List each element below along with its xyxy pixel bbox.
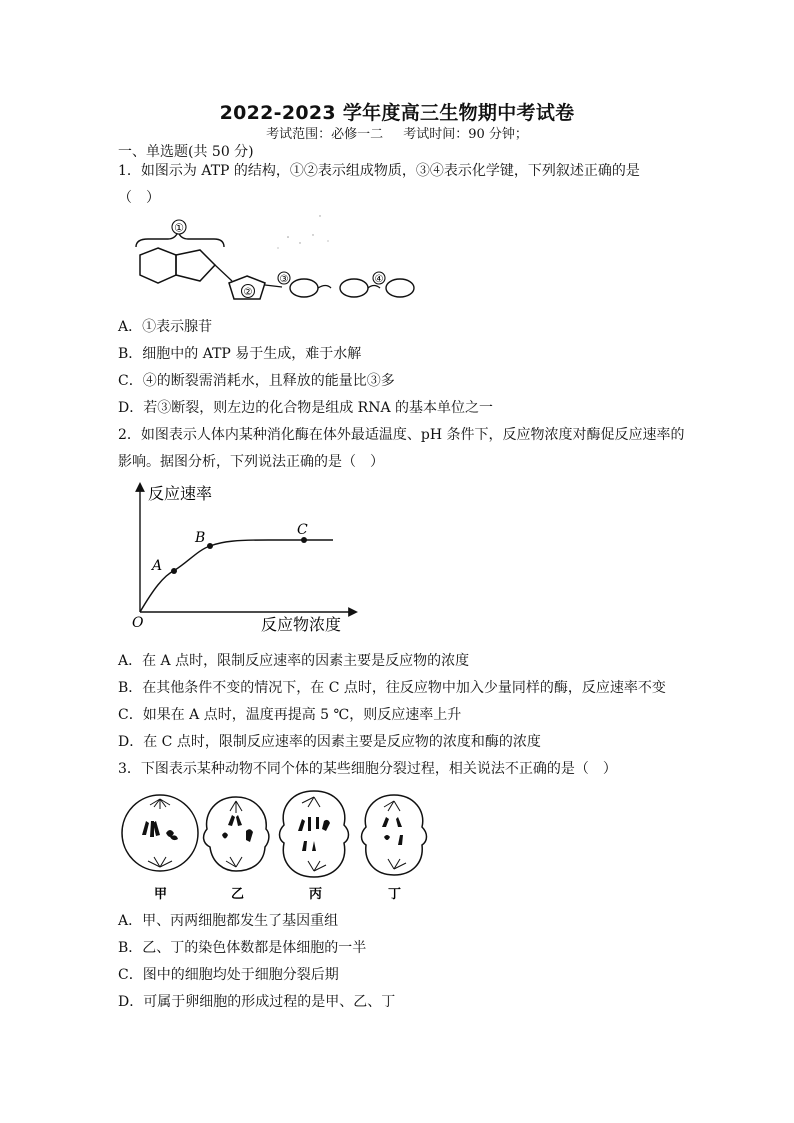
- reaction-rate-chart: [128, 478, 368, 638]
- q1-stem: 1．如图示为 ATP 的结构，①②表示组成物质，③④表示化学键，下列叙述正确的是: [118, 163, 640, 179]
- cell-label-bing: 丙: [309, 887, 323, 902]
- phosphate-1: [290, 279, 318, 297]
- cell-label-jia: 甲: [154, 887, 168, 902]
- scan-noise: [277, 215, 328, 248]
- q2-stem-line1: 2．如图表示人体内某种消化酶在体外最适温度、pH 条件下，反应物浓度对酶促反应速率的: [118, 427, 685, 443]
- high-energy-bond-1: [318, 286, 331, 289]
- cell-label-ding: 丁: [388, 887, 402, 902]
- q3-stem: 3．下图表示某种动物不同个体的某些细胞分裂过程，相关说法不正确的是（ ）: [118, 761, 617, 777]
- q2-option-d: D．在 C 点时，限制反应速率的因素主要是反应物的浓度和酶的浓度: [118, 734, 541, 750]
- q3-option-b: B．乙、丁的染色体数都是体细胞的一半: [118, 940, 367, 956]
- purine-pentagon: [176, 250, 215, 281]
- q3-option-a: A．甲、丙两细胞都发生了基因重组: [118, 913, 339, 929]
- label-2: ②: [243, 287, 253, 298]
- q2-stem-line2: 影响。据图分析，下列说法正确的是（ ）: [118, 454, 384, 470]
- purine-hexagon: [140, 248, 176, 283]
- cell-jia: [122, 795, 198, 871]
- high-energy-bond-2: [368, 286, 380, 289]
- point-a: [171, 568, 177, 574]
- cell-ding: [362, 795, 427, 875]
- glycosidic-bond: [215, 265, 232, 281]
- exam-subtitle: [0, 123, 794, 142]
- q2-option-b: B．在其他条件不变的情况下，在 C 点时，往反应物中加入少量同样的酶，反应速率不变: [118, 680, 666, 696]
- section-heading: 一、单选题(共 50 分): [118, 144, 254, 160]
- cell-yi: [204, 797, 269, 871]
- cell-division-figure: [118, 785, 448, 905]
- phosphate-3: [386, 279, 414, 297]
- origin-label: O: [132, 615, 144, 631]
- exam-scope: 考试范围：必修一二: [266, 127, 384, 142]
- phosphate-2: [340, 279, 368, 297]
- point-b-label: B: [195, 530, 206, 546]
- y-axis-label: 反应速率: [148, 484, 213, 503]
- spindle-top-jia: [150, 799, 170, 809]
- q3-option-c: C．图中的细胞均处于细胞分裂后期: [118, 967, 339, 983]
- q1-option-a: A．①表示腺苷: [118, 319, 213, 335]
- cell-bing: [280, 791, 349, 877]
- spindle-bottom-jia: [148, 857, 172, 867]
- chromosomes-jia: [142, 821, 178, 840]
- cell-label-yi: 乙: [231, 887, 245, 902]
- q2-option-a: A．在 A 点时，限制反应速率的因素主要是反应物的浓度: [118, 653, 470, 669]
- saturation-curve: [140, 540, 333, 612]
- point-c-label: C: [297, 522, 308, 538]
- q1-option-c: C．④的断裂需消耗水，且释放的能量比③多: [118, 373, 395, 389]
- label-1: ①: [174, 221, 184, 235]
- atp-structure-figure: [128, 213, 428, 313]
- q1-paren: （ ）: [118, 190, 160, 206]
- q3-option-d: D．可属于卵细胞的形成过程的是甲、乙、丁: [118, 994, 396, 1010]
- label-4: ④: [374, 274, 384, 285]
- point-a-label: A: [152, 558, 163, 574]
- q2-option-c: C．如果在 A 点时，温度再提高 5 ℃，则反应速率上升: [118, 707, 462, 723]
- exam-title: 2022-2023 学年度高三生物期中考试卷: [219, 102, 575, 124]
- point-b: [207, 543, 213, 549]
- label-3: ③: [279, 274, 289, 285]
- x-axis-label: 反应物浓度: [261, 615, 342, 634]
- q1-option-d: D．若③断裂，则左边的化合物是组成 RNA 的基本单位之一: [118, 400, 494, 416]
- q1-option-b: B．细胞中的 ATP 易于生成，难于水解: [118, 346, 362, 362]
- bond-ribose-phosphate: [265, 285, 282, 287]
- exam-time: 考试时间：90 分钟；: [403, 127, 528, 142]
